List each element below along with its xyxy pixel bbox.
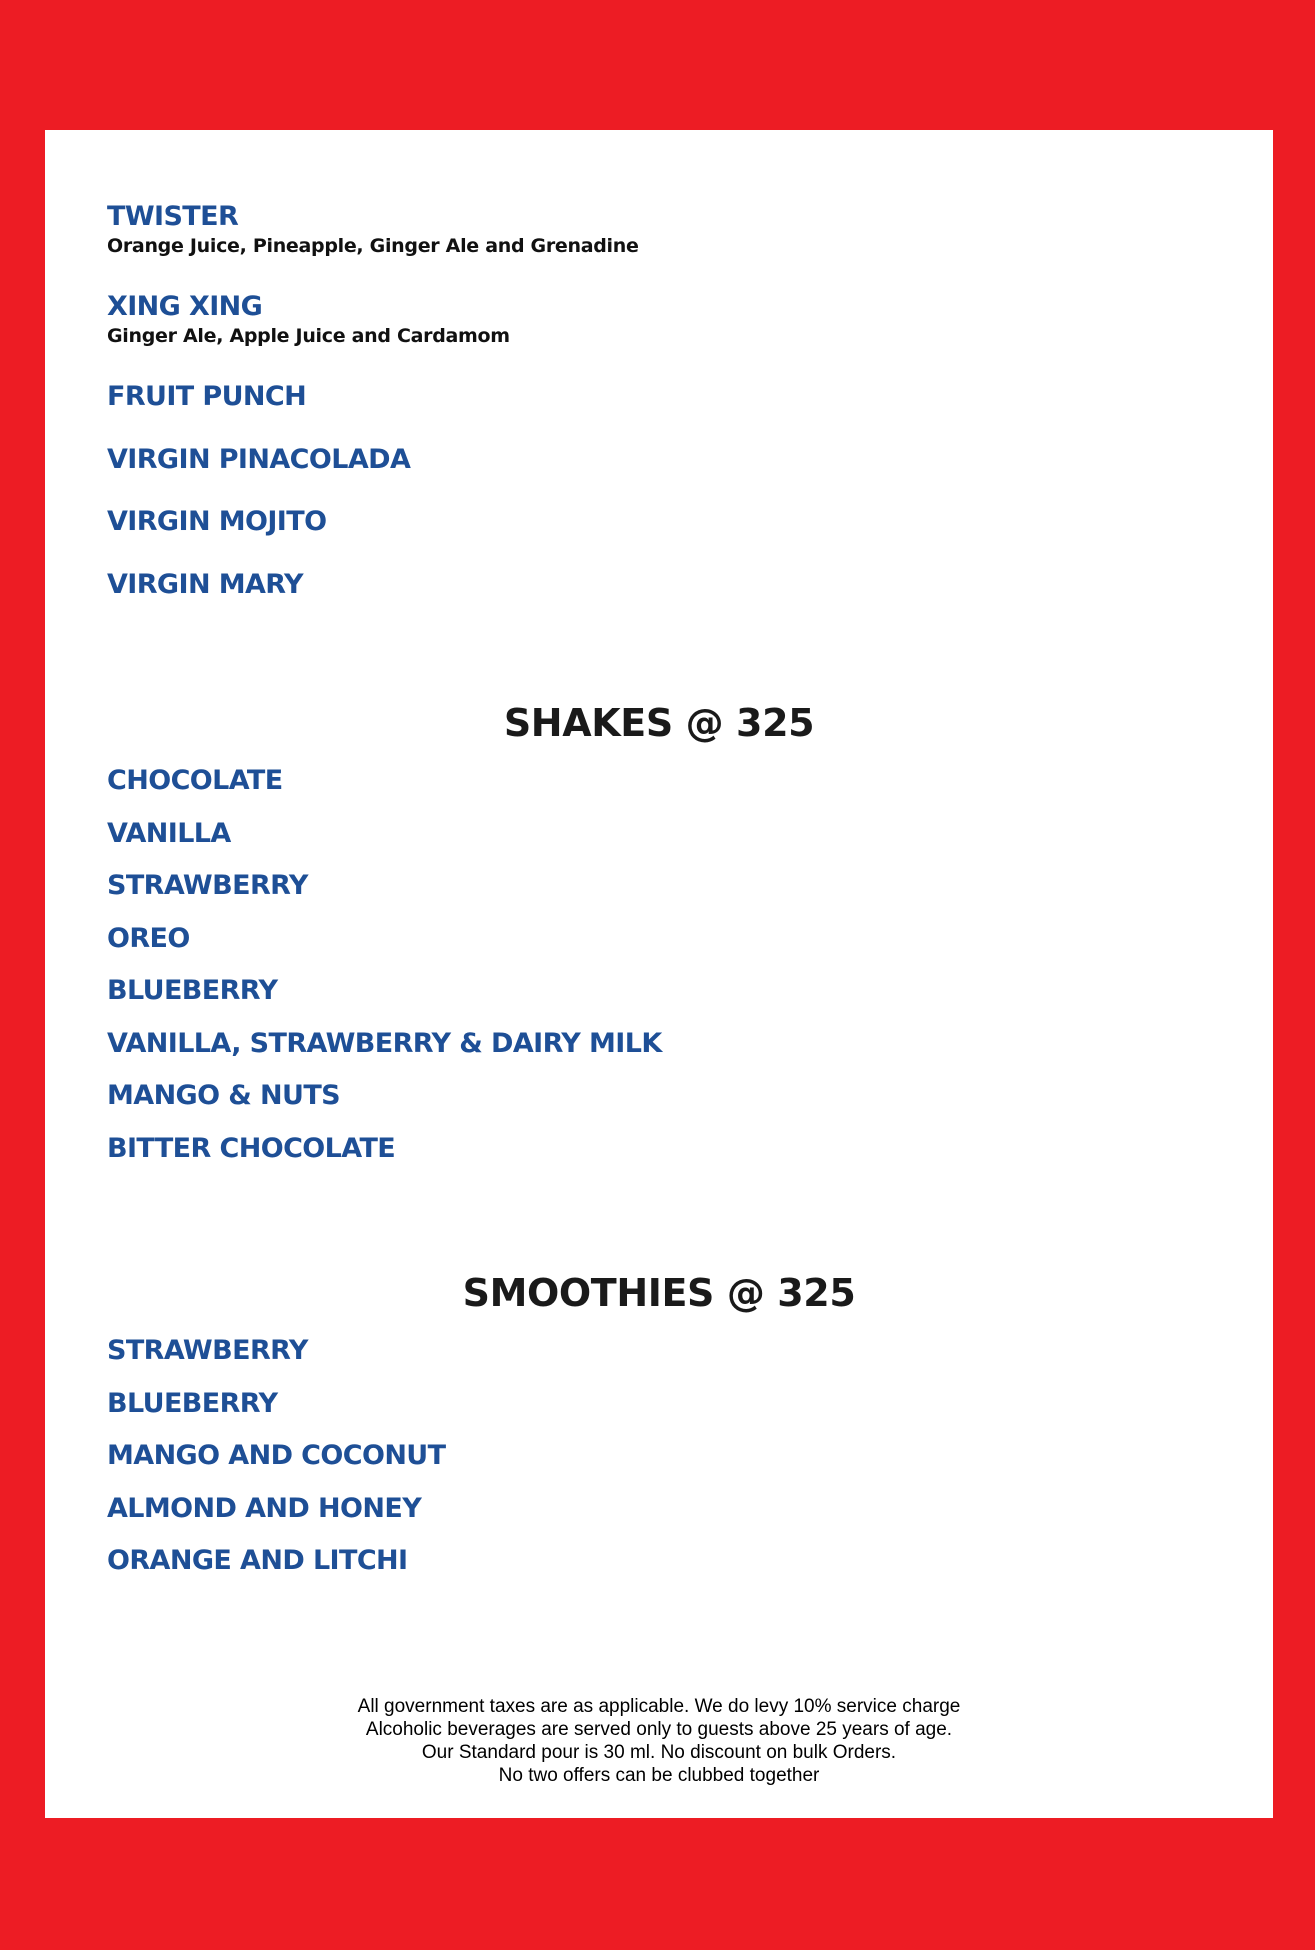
menu-item: STRAWBERRY xyxy=(107,1335,308,1366)
menu-item-virgin-pinacolada: VIRGIN PINACOLADA xyxy=(107,444,411,475)
menu-item: BLUEBERRY xyxy=(107,1388,278,1419)
menu-item: MANGO AND COCONUT xyxy=(107,1440,446,1471)
footer-line-age: Alcoholic beverages are served only to guests above 25 years of age. xyxy=(365,1719,953,1740)
footer-notes xyxy=(45,1695,1273,1787)
menu-item: BITTER CHOCOLATE xyxy=(107,1133,396,1164)
menu-item: BLUEBERRY xyxy=(107,975,278,1006)
menu-item-virgin-mojito: VIRGIN MOJITO xyxy=(107,506,327,537)
menu-item-fruit-punch: FRUIT PUNCH xyxy=(107,381,307,412)
menu-item-twister: TWISTER xyxy=(107,201,239,232)
menu-item: VANILLA xyxy=(107,818,231,849)
menu-page xyxy=(45,130,1273,1818)
menu-item: ORANGE AND LITCHI xyxy=(107,1545,408,1576)
menu-item: CHOCOLATE xyxy=(107,765,283,796)
menu-item: MANGO & NUTS xyxy=(107,1080,341,1111)
menu-item-description: Ginger Ale, Apple Juice and Cardamom xyxy=(107,325,510,347)
menu-item: ALMOND AND HONEY xyxy=(107,1493,422,1524)
menu-item-virgin-mary: VIRGIN MARY xyxy=(107,569,303,600)
menu-item-xing-xing: XING XING xyxy=(107,291,263,322)
menu-item: VANILLA, STRAWBERRY & DAIRY MILK xyxy=(107,1028,662,1059)
section-heading-shakes: SHAKES @ 325 xyxy=(503,701,815,745)
menu-item-description: Orange Juice, Pineapple, Ginger Ale and Grenadine xyxy=(107,235,639,257)
menu-item: STRAWBERRY xyxy=(107,870,308,901)
footer-line-pour: Our Standard pour is 30 ml. No discount on bulk Orders. xyxy=(421,1742,897,1763)
footer-line-offers: No two offers can be clubbed together xyxy=(498,1765,820,1786)
footer-line-taxes: All government taxes are as applicable. We do levy 10% service charge xyxy=(357,1696,961,1717)
menu-item: OREO xyxy=(107,923,190,954)
section-heading-smoothies: SMOOTHIES @ 325 xyxy=(462,1271,856,1315)
